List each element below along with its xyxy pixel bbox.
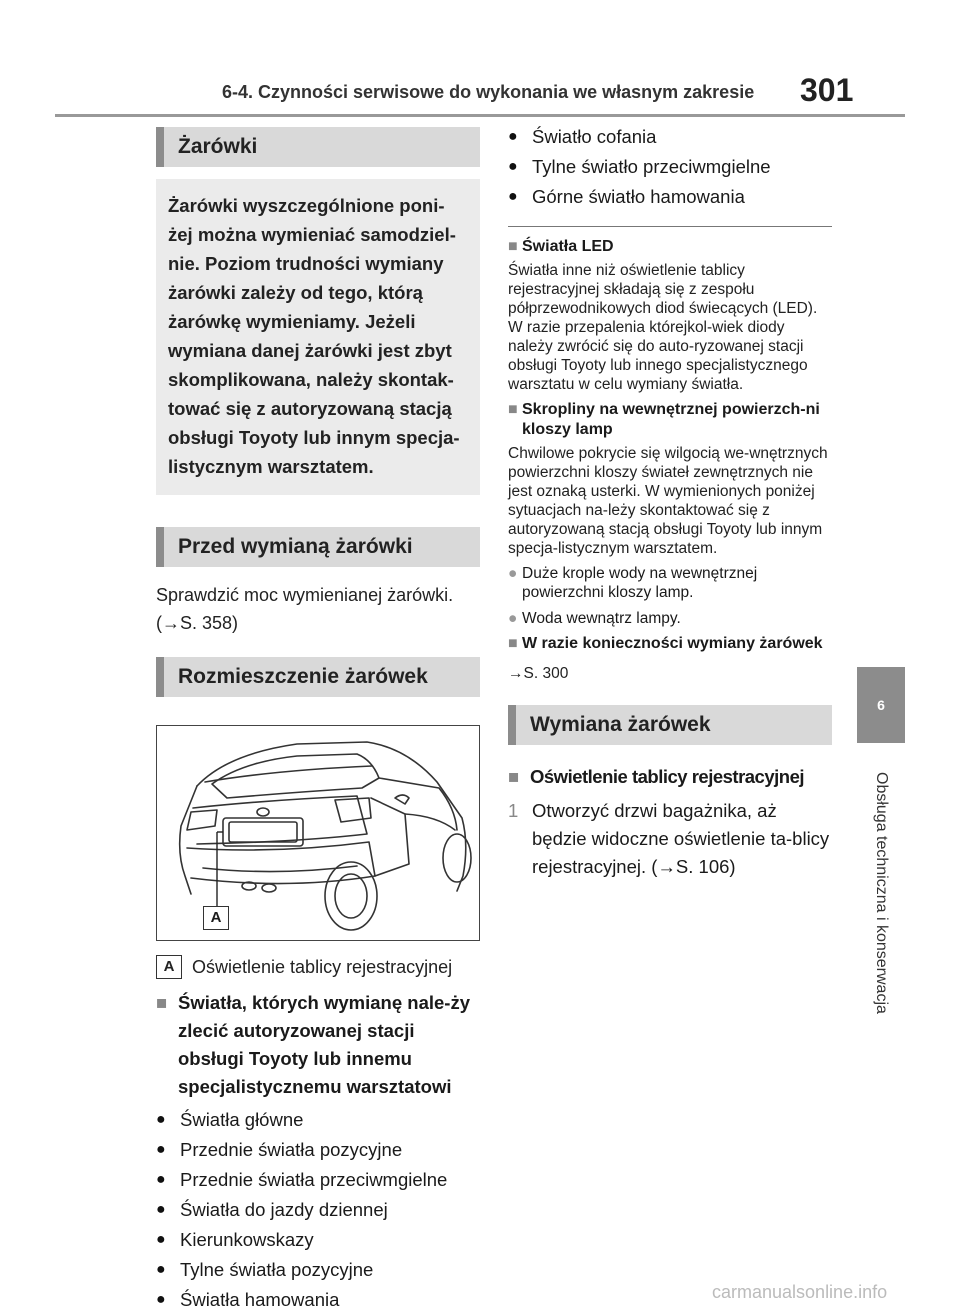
square-bullet-icon: ■ <box>508 766 520 787</box>
watermark: carmanualsonline.info <box>712 1282 888 1302</box>
list-item: ● Światła hamowania <box>156 1285 480 1315</box>
chapter-side-label: Obsługa techniczna i konserwacja <box>873 772 890 1014</box>
led-heading: ■ Światła LED <box>508 238 614 255</box>
section-heading-before-replacing: Przed wymianą żarówki <box>156 527 480 567</box>
list-item: ● Światła do jazdy dziennej <box>156 1195 480 1225</box>
bullet-icon: ● <box>156 1171 166 1188</box>
bullet-icon: ● <box>156 1231 166 1248</box>
list-item: ● Górne światło hamowania <box>508 182 832 212</box>
step-number: 1 <box>508 800 519 821</box>
square-bullet-icon: ■ <box>156 992 168 1013</box>
condensation-text: Chwilowe pokrycie się wilgocią we-wnętrznych powierzchni kloszy świateł zewnętrznych nie jest oznaką usterki. W wymienionych poniżej sytuacjach na-leży skontaktować się z autoryzowaną stacją obsługi Toyoty lub innym specja-listycznym warsztatem. <box>508 445 828 557</box>
header-divider <box>55 114 905 117</box>
section-heading-bulbs: Żarówki <box>156 127 480 167</box>
need-replacement-heading: ■ W razie konieczności wymiany żarówek <box>508 635 823 652</box>
list-item: ● Woda wewnątrz lampy. <box>508 610 681 627</box>
right-column <box>508 122 832 881</box>
list-item: ● Przednie światła pozycyjne <box>156 1135 480 1165</box>
condensation-heading: ■ Skropliny na wewnętrznej powierzch-ni kloszy lamp <box>508 401 820 438</box>
bullet-icon: ● <box>508 158 518 175</box>
list-item: ● Tylne światło przeciwmgielne <box>508 152 832 182</box>
list-item: ● Kierunkowskazy <box>156 1225 480 1255</box>
intro-box: Żarówki wyszczególnione poni-żej można wymieniać samodziel-nie. Poziom trudności wymiany żarówki zależy od tego, którą żarówkę wymieniamy. Jeżeli wymiana danej żarówki jest zbyt skomplikowana, należy skontak-tować się z autoryzowaną stacją obsługi Toyoty lub innym specja-listycznym warsztatem. <box>156 179 480 495</box>
figure-caption <box>156 953 480 981</box>
need-replacement-ref[interactable]: →S. 300 <box>508 665 569 682</box>
square-bullet-icon: ■ <box>508 635 518 652</box>
list-item: ● Duże krople wody na wewnętrznej powierzchni kloszy lamp. <box>508 565 758 601</box>
step-text: Otworzyć drzwi bagażnika, aż będzie widoczne oświetlenie ta-blicy rejestracyjnej. (→S. 106) <box>532 800 830 877</box>
plate-light-heading: ■ Oświetlenie tablicy rejestracyjnej <box>508 763 832 791</box>
square-bullet-icon: ■ <box>508 401 518 418</box>
list-item: ● Światła główne <box>156 1105 480 1135</box>
figure-callout <box>203 906 229 930</box>
check-wattage-text: Sprawdzić moc wymienianej żarówki. <box>156 585 454 605</box>
step-1 <box>508 797 832 881</box>
list-item: ● Światło cofania <box>508 122 832 152</box>
list-item: ● Tylne światła pozycyjne <box>156 1255 480 1285</box>
bullet-icon: ● <box>508 610 518 627</box>
dealer-heading-text: Światła, których wymianę nale-ży zlecić autoryzowanej stacji obsługi Toyoty lub innemu specjalistycznemu warsztatowi <box>178 992 470 1097</box>
bullet-icon: ● <box>508 565 518 582</box>
section-heading-replacing-bulbs: Wymiana żarówek <box>508 705 832 745</box>
dealer-heading <box>156 989 480 1101</box>
bullet-icon: ● <box>156 1111 166 1128</box>
callout-label-a: A <box>203 906 229 930</box>
dealer-bullet-list <box>156 1105 480 1315</box>
bullet-icon: ● <box>508 128 518 145</box>
caption-text: Oświetlenie tablicy rejestracyjnej <box>192 957 453 977</box>
chapter-tab[interactable]: 6 <box>857 667 905 743</box>
square-bullet-icon: ■ <box>508 238 518 255</box>
bullet-icon: ● <box>508 188 518 205</box>
caption-label-a: A <box>156 955 182 979</box>
left-column <box>156 127 480 1315</box>
bullet-icon: ● <box>156 1201 166 1218</box>
running-header-title: 6-4. Czynności serwisowe do wykonania we własnym zakresie <box>222 82 755 102</box>
bullet-icon: ● <box>156 1141 166 1158</box>
car-rear-illustration <box>156 725 480 941</box>
list-item: ● Przednie światła przeciwmgielne <box>156 1165 480 1195</box>
bullet-icon: ● <box>156 1261 166 1278</box>
section-heading-bulb-locations: Rozmieszczenie żarówek <box>156 657 480 697</box>
page-number: 301 <box>800 72 854 108</box>
check-wattage-ref[interactable]: (→S. 358) <box>156 613 239 633</box>
bullet-icon: ● <box>156 1291 166 1308</box>
led-text: Światła inne niż oświetlenie tablicy rejestracyjnej składają się z zespołu półprzewodnikowych diod świecących (LED). W razie przepalenia którejkol-wiek diody należy zwrócić się do auto-ryzowanej stacji obsługi Toyoty lub innego specjalistycznego warsztatu w celu wymiany światła. <box>508 262 818 393</box>
rear-bullet-list <box>508 122 832 212</box>
